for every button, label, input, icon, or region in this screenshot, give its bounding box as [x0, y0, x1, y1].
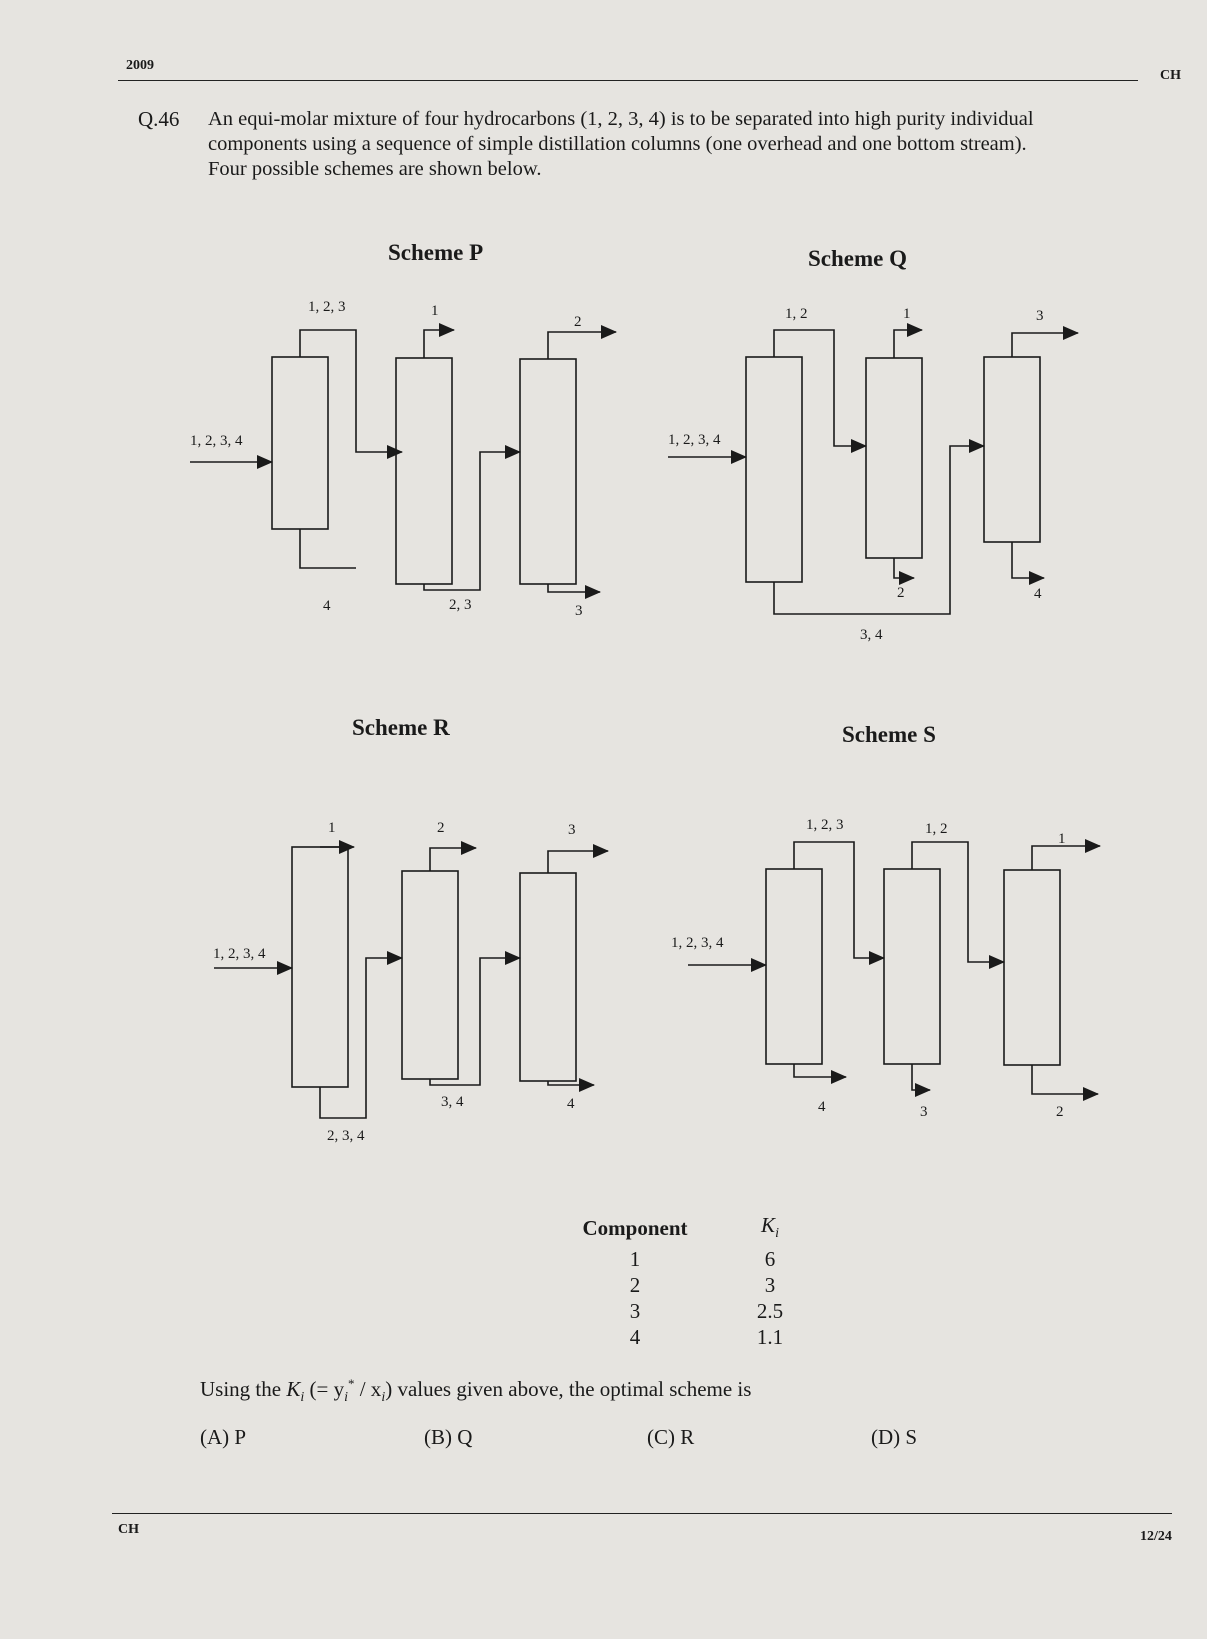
- scheme-p-col1-top-label: 1, 2, 3: [308, 299, 346, 315]
- option-c[interactable]: (C) R: [647, 1425, 695, 1449]
- scheme-p-col2-top-label: 1: [431, 303, 439, 319]
- prompt-paren-open: (= y: [304, 1377, 345, 1401]
- scheme-s-col3-top-label: 1: [1058, 831, 1066, 847]
- prompt-after: values given above, the optimal scheme is: [392, 1377, 752, 1401]
- table-cell-k: 3: [764, 1272, 776, 1297]
- scheme-q-col1-bottom-label: 3, 4: [860, 627, 883, 643]
- scheme-r-col1-top-label: 1: [328, 820, 336, 836]
- table-cell-k: 2.5: [756, 1298, 784, 1323]
- prompt-slash: / x: [354, 1377, 382, 1401]
- table-header-k: [710, 1210, 830, 1246]
- scheme-s-col3-top-stream: [1032, 846, 1100, 870]
- scheme-q-title: Scheme Q: [808, 246, 908, 271]
- k-values-table: [560, 1210, 860, 1350]
- scheme-s-title: Scheme S: [842, 722, 936, 747]
- scheme-r-title: Scheme R: [352, 715, 450, 740]
- scheme-q-col3-bottom-label: 4: [1034, 586, 1042, 602]
- question-prompt: [200, 1376, 751, 1406]
- scheme-s-col3-bottom-label: 2: [1056, 1104, 1064, 1120]
- scheme-s-col3-bottom-stream: [1032, 1065, 1098, 1094]
- table-header-k-symbol: K: [761, 1213, 776, 1238]
- scheme-q-col3-top-stream: [1012, 333, 1078, 357]
- table-cell-k: 6: [764, 1246, 776, 1271]
- scheme-q-col2-top-label: 1: [903, 306, 911, 322]
- option-a[interactable]: (A) P: [200, 1425, 247, 1449]
- prompt-y-subscript: i: [344, 1390, 348, 1406]
- scheme-p-col3-bottom-stream: [548, 584, 600, 592]
- scheme-p-col3-top-stream: [548, 332, 616, 359]
- prompt-k-subscript: i: [300, 1390, 305, 1406]
- option-b[interactable]: (B) Q: [424, 1425, 473, 1449]
- scheme-s-col2-bottom-label: 3: [920, 1104, 928, 1120]
- scheme-s-col1-top-stream: [794, 842, 884, 958]
- scheme-r-column-1: [292, 847, 348, 1087]
- scheme-r-col2-bottom-label: 3, 4: [441, 1094, 464, 1110]
- scheme-s-feed-label: 1, 2, 3, 4: [671, 935, 724, 951]
- prompt-y-superscript: *: [347, 1376, 355, 1391]
- table-cell-component: 3: [629, 1298, 641, 1323]
- scheme-p-col2-bottom-stream: [424, 452, 520, 590]
- footer-rule: [112, 1513, 1172, 1514]
- scheme-p-col2-bottom-label: 2, 3: [449, 597, 472, 613]
- scheme-p-column-3: [520, 359, 576, 584]
- scheme-q-feed-label: 1, 2, 3, 4: [668, 432, 721, 448]
- scheme-p-col3-bottom-label: 3: [575, 603, 583, 619]
- scheme-p-title: Scheme P: [388, 240, 484, 265]
- scheme-q-col2-top-stream: [894, 330, 922, 358]
- table-header-component: Component: [582, 1215, 688, 1240]
- scheme-s-col1-bottom-stream: [794, 1064, 846, 1077]
- scheme-q-col2-bottom-stream: [894, 558, 914, 578]
- table-cell-component: 4: [629, 1324, 641, 1349]
- scheme-s-col2-top-label: 1, 2: [925, 821, 948, 837]
- scheme-p-feed-label: 1, 2, 3, 4: [190, 433, 243, 449]
- scheme-q-col1-top-stream: [774, 330, 866, 446]
- scheme-r-column-3: [520, 873, 576, 1081]
- option-d[interactable]: (D) S: [871, 1425, 918, 1449]
- scheme-s-column-2: [884, 869, 940, 1064]
- question-line-1: An equi-molar mixture of four hydrocarbons (1, 2, 3, 4) is to be separated into high purity individual: [208, 108, 1034, 130]
- scheme-p-col2-top-stream: [424, 330, 454, 358]
- prompt-before: Using the: [200, 1377, 287, 1401]
- question-number: Q.46: [138, 107, 180, 131]
- scheme-r-col2-bottom-stream: [430, 958, 520, 1085]
- scheme-r-col3-bottom-label: 4: [567, 1096, 575, 1112]
- scheme-s-col2-top-stream: [912, 842, 1004, 962]
- scheme-q-col2-bottom-label: 2: [897, 585, 905, 601]
- header-paper-code: CH: [1160, 68, 1181, 83]
- scheme-q-col1-bottom-stream: [774, 446, 984, 614]
- footer-page-number: 12/24: [1140, 1529, 1172, 1544]
- scheme-p-col3-top-label: 2: [574, 314, 582, 330]
- prompt-paren-close: ): [385, 1377, 393, 1401]
- table-row: [560, 1246, 830, 1272]
- scheme-q-col3-top-label: 3: [1036, 308, 1044, 324]
- scheme-r-col1-bottom-stream: [320, 958, 402, 1118]
- prompt-x-subscript: i: [381, 1390, 386, 1406]
- scheme-s-col2-bottom-stream: [912, 1064, 930, 1090]
- scheme-p-col1-bottom-label: 4: [323, 598, 331, 614]
- scheme-s-column-3: [1004, 870, 1060, 1065]
- table-header-k-subscript: i: [775, 1226, 779, 1242]
- scheme-q-col1-top-label: 1, 2: [785, 306, 808, 322]
- scheme-r-col3-top-label: 3: [568, 822, 576, 838]
- scheme-s-column-1: [766, 869, 822, 1064]
- prompt-k-symbol: K: [286, 1377, 301, 1401]
- scheme-r-column-2: [402, 871, 458, 1079]
- scheme-q-column-2: [866, 358, 922, 558]
- header-year: 2009: [126, 58, 154, 73]
- question-line-3: Four possible schemes are shown below.: [208, 158, 542, 180]
- scheme-r-col2-top-stream: [430, 848, 476, 871]
- table-row: [560, 1324, 830, 1350]
- scheme-q-column-1: [746, 357, 802, 582]
- scheme-s-col1-top-label: 1, 2, 3: [806, 817, 844, 833]
- scheme-r-col3-top-stream: [548, 851, 608, 873]
- scheme-q-col3-bottom-stream: [1012, 542, 1044, 578]
- table-row: [560, 1272, 830, 1298]
- scheme-p-column-2: [396, 358, 452, 584]
- table-cell-component: 1: [629, 1246, 641, 1271]
- scheme-r-feed-label: 1, 2, 3, 4: [213, 946, 266, 962]
- table-row: [560, 1298, 830, 1324]
- scheme-s-col1-bottom-label: 4: [818, 1099, 826, 1115]
- footer-paper-code: CH: [118, 1522, 139, 1537]
- table-cell-component: 2: [629, 1272, 641, 1297]
- scheme-r-col2-top-label: 2: [437, 820, 445, 836]
- question-line-2: components using a sequence of simple distillation columns (one overhead and one bottom stream).: [208, 133, 1027, 155]
- scheme-p-col1-top-stream: [300, 330, 402, 452]
- scheme-p-col1-bottom-stream: [300, 529, 356, 568]
- scheme-p-column-1: [272, 357, 328, 529]
- scheme-q-column-3: [984, 357, 1040, 542]
- table-cell-k: 1.1: [756, 1324, 784, 1349]
- scheme-r-col1-bottom-label: 2, 3, 4: [327, 1128, 365, 1144]
